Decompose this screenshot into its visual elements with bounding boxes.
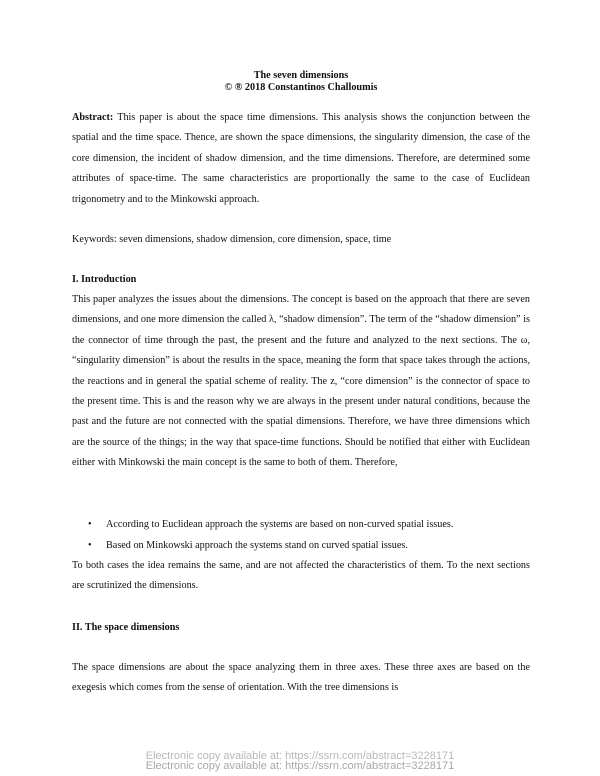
after-bullets-paragraph: To both cases the idea remains the same, and are not affected the characteristics of them. To the next sections are scrutinized the dimensions. <box>72 560 530 592</box>
space-dimensions-paragraph: The space dimensions are about the space analyzing them in three axes. These three axes are based on the exegesis which comes from the sense of orientation. With the tree dimensions is <box>72 662 530 694</box>
bullet-icon: • <box>88 540 92 551</box>
keywords: Keywords: seven dimensions, shadow dimension, core dimension, space, time <box>72 234 392 245</box>
introduction-paragraph: This paper analyzes the issues about the dimensions. The concept is based on the approach that there are seven dimensions, and one more dimension the called λ, “shadow dimension”. The term of the “shadow dimension” is the connector of time through the past, the present and the future and analyzed to the next sections. The ω, “singularity dimension” is about the results in the space, meaning the form that space takes through the actions, the reactions and in general the spatial scheme of reality. The z, “core dimension” is the connector of space to the present time. This is and the reason why we are always in the present under natural conditions, because the past and the future are not connected with the spatial dimensions. Therefore, we have three dimensions which are the source of the things; in the way that space-time functions. Should be notified that either with Euclidean either with Minkowski the main concept is the same to both of them. Therefore, <box>72 294 530 469</box>
abstract <box>72 108 530 210</box>
section-heading-introduction: I. Introduction <box>72 274 137 285</box>
paper-author: © ® 2018 Constantinos Challoumis <box>224 82 378 93</box>
section-heading-space-dimensions: II. The space dimensions <box>72 622 180 633</box>
bullet-text: According to Euclidean approach the systems are based on non-curved spatial issues. <box>106 519 454 530</box>
bullet-list <box>72 514 530 556</box>
footer-watermark-overlay: Electronic copy available at: https://ssrn.com/abstract=3228171 <box>145 760 455 772</box>
list-item <box>72 514 530 535</box>
paper-title: The seven dimensions <box>253 70 349 81</box>
abstract-label: Abstract: <box>72 112 114 123</box>
footer-watermark: Electronic copy available at: https://ssrn.com/abstract=3228171 <box>145 750 455 762</box>
bullet-icon: • <box>88 519 92 530</box>
abstract-text: This paper is about the space time dimensions. This analysis shows the conjunction between the spatial and the time space. Thence, are shown the space dimensions, the singularity dimension, the case of the core dimension, the incident of shadow dimension, and the time dimensions. Therefore, are determined some attributes of space-time. The same characteristics are proportionally the same to the case of Euclidean trigonometry and to the Minkowski approach. <box>72 112 530 205</box>
list-item <box>72 535 530 556</box>
bullet-text: Based on Minkowski approach the systems stand on curved spatial issues. <box>106 540 408 551</box>
